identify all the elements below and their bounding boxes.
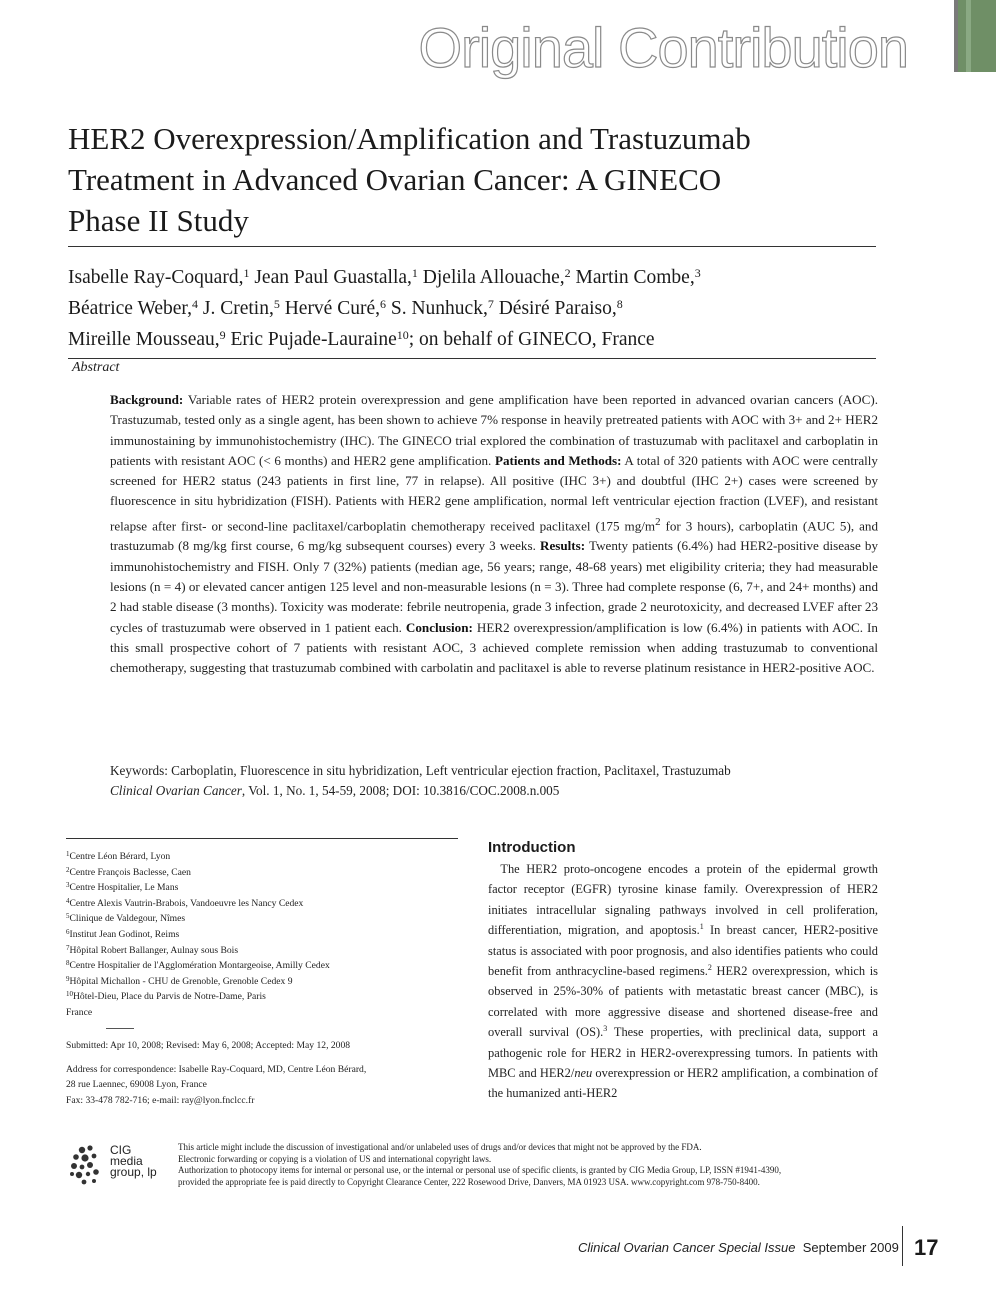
header-band-green <box>958 0 996 72</box>
footer-date: September 2009 <box>802 1240 899 1255</box>
citation-text: , Vol. 1, No. 1, 54-59, 2008; DOI: 10.3816/COC.2008.n.005 <box>241 783 560 798</box>
reference-marker: 3 <box>603 1024 608 1034</box>
journal-name: Clinical Ovarian Cancer <box>110 783 242 798</box>
correspondence-line: Address for correspondence: Isabelle Ray-Coquard, MD, Centre Léon Bérard, <box>66 1063 367 1075</box>
author-affiliation: 7 <box>487 297 494 311</box>
correspondence-line: 28 rue Laennec, 69008 Lyon, France <box>66 1079 207 1091</box>
methods-label: Patients and Methods: <box>494 452 622 468</box>
reference-marker: 2 <box>707 963 712 973</box>
footnote-separator <box>66 1021 466 1037</box>
section-header: Original Contribution <box>418 16 908 79</box>
author-line <box>68 293 878 324</box>
author-name: Hervé Curé, <box>284 298 380 319</box>
keywords-label: Keywords: <box>110 763 168 778</box>
affiliation-item: $^{10}$Hôtel-Dieu, Place du Parvis de Notre-Dame, Paris <box>66 990 266 1003</box>
reference-marker: 1 <box>699 922 704 932</box>
author-affiliation: 8 <box>616 297 623 311</box>
title-line: Treatment in Advanced Ovarian Cancer: A GINECO <box>68 162 722 197</box>
author-affiliation: 3 <box>694 266 701 280</box>
submission-dates: Submitted: Apr 10, 2008; Revised: May 6, 2008; Accepted: May 12, 2008 <box>66 1040 351 1052</box>
author-name: Eric Pujade-Lauraine <box>230 329 397 350</box>
author-affiliation: 10 <box>396 328 409 342</box>
author-group: ; on behalf of GINECO, France <box>408 329 655 350</box>
footnote-divider <box>66 838 458 839</box>
author-name: Mireille Mousseau, <box>68 329 220 350</box>
affiliation-item: $^6$Institut Jean Godinot, Reims <box>66 927 180 940</box>
abstract-body <box>110 390 878 679</box>
keywords-line <box>110 761 880 781</box>
title-line: Phase II Study <box>68 203 249 238</box>
affiliation-item: $^7$Hôpital Robert Ballanger, Aulnay sous Bois <box>66 943 239 956</box>
citation-line <box>110 781 880 801</box>
methods-text: A total of 320 patients with AOC were centrally screened for HER2 status (243 patients in first line, 77 in relapse). All positive (IHC 3+) and doubtful (IHC 2+) cases were screened by fluorescence in situ hybridization (FISH). Patients with HER2 gene amplification, normal left ventricular ejection fraction (LVEF), and resistant relapse after first- or second-line paclitaxel/carboplatin chemotherapy received paclitaxel (175 mg/m <box>110 452 878 534</box>
author-line <box>68 324 878 355</box>
correspondence-line: Fax: 33-478 782-716; e-mail: ray@lyon.fnclcc.fr <box>66 1094 255 1106</box>
publisher-name: CIG media group, lp <box>110 1143 157 1179</box>
results-text: Twenty patients (6.4%) had HER2-positive disease by immunohistochemistry and FISH. Only 7 (32%) patients (median age, 56 years; range, 48-68 years) met eligibility criteria; they had measurable lesions (n = 4) or elevated cancer antigen 125 level and non-measurable lesions (n = 3). Three had complete response (6, 7+, and 24+ months) and 2 had stable disease (3 months). Toxicity was moderate: febrile neutropenia, grade 3 infection, grade 2 neurotoxicity, and decreased LVEF after 23 cycles of trastuzumab were observed in 1 patient each. <box>110 538 878 635</box>
affiliation-country: France <box>66 1006 93 1018</box>
running-footer <box>578 1240 899 1255</box>
author-name: S. Nunhuck, <box>390 298 488 319</box>
author-affiliation: 4 <box>191 297 198 311</box>
author-affiliation: 2 <box>564 266 571 280</box>
keywords-block <box>110 761 880 801</box>
conclusion-text: HER2 overexpression/amplification is low (6.4%) in patients with AOC. In this small prospective cohort of 7 patients with resistant AOC, 3 achieved complete remission when adding trastuzumab to conventional chemotherapy, suggesting that trastuzumab combined with carbolatin and paclitaxel is able to reverse platinum resistance in HER2-positive AOC. <box>110 619 878 676</box>
article-title <box>68 118 878 241</box>
author-name: J. Cretin, <box>202 298 274 319</box>
affiliation-item: $^4$Centre Alexis Vautrin-Brabois, Vandoeuvre les Nancy Cedex <box>66 896 304 909</box>
title-divider <box>68 246 876 247</box>
copyright-disclaimer: This article might include the discussion of investigational and/or unlabeled uses of drugs and/or devices that might not be approved by the FDA. Electronic forwarding or copying is a violation of US and international copyright laws. Authorization to photocopy items for internal or personal use, or the internal or personal use of specific clients, is granted by CIG Media Group, LP, ISSN #1941-4390, provided the appropriate fee is paid directly to Copyright Clearance Center, 222 Rosewood Drive, Danvers, MA 01923 USA. www.copyright.com 978-750-8400. <box>178 1142 782 1187</box>
affiliations-footnotes <box>66 849 466 1109</box>
footer-divider <box>902 1226 903 1266</box>
author-affiliation: 1 <box>411 266 418 280</box>
results-label: Results: <box>539 538 586 554</box>
background-text: Variable rates of HER2 protein overexpression and gene amplification have been reported in advanced ovarian cancers (AOC). Trastuzumab, tested only as a single agent, has been shown to achieve 7% response in heavily pretreated patients with AOC with 3+ and 2+ HER2 immunostaining by immunohistochemistry (IHC). The GINECO trial explored the combination of trastuzumab with paclitaxel and carboplatin in patients with resistant AOC (< 6 months) and HER2 gene amplification. <box>110 392 878 468</box>
author-affiliation: 1 <box>243 266 250 280</box>
page-number: 17 <box>914 1235 939 1260</box>
footer-journal: Clinical Ovarian Cancer Special Issue <box>578 1240 796 1255</box>
author-affiliation: 6 <box>380 297 386 311</box>
affiliation-item: $^3$Centre Hospitalier, Le Mans <box>66 881 179 894</box>
affiliation-item: $^8$Centre Hospitalier de l'Agglomération Montargeoise, Amilly Cedex <box>66 959 330 972</box>
author-name: Désiré Paraiso, <box>498 298 617 319</box>
author-affiliation: 9 <box>219 328 226 342</box>
affiliation-item: $^5$Clinique de Valdegour, Nîmes <box>66 912 186 925</box>
author-name: Djelila Allouache, <box>422 267 565 288</box>
affiliation-item: $^1$Centre Léon Bérard, Lyon <box>66 850 171 862</box>
methods-superscript: 2 <box>655 515 661 528</box>
authors-divider <box>68 358 876 359</box>
methods-text: for 3 hours), carboplatin (AUC 5), and trastuzumab (8 mg/kg first course, 6 mg/kg subsequent courses) every 3 weeks. <box>110 518 878 554</box>
background-label: Background: <box>110 392 184 407</box>
author-line <box>68 262 878 293</box>
author-name: Jean Paul Guastalla, <box>254 267 412 288</box>
affiliation-item: $^2$Centre François Baclesse, Caen <box>66 865 191 878</box>
author-list <box>68 262 878 355</box>
title-line: HER2 Overexpression/Amplification and Trastuzumab <box>68 121 751 156</box>
author-affiliation: 5 <box>273 297 280 311</box>
introduction-body: The HER2 proto-oncogene encodes a protein of the epidermal growth factor receptor (EGFR) tyrosine kinase family. Overexpression of HER2 initiates intracellular signaling pathways involved in cell proliferation, differentiation, migration, and apoptosis.$^1$ In breast cancer, HER2-positive status is associated with poor prognosis, and also identifies patients who could benefit from anthracycline-based regimens.$^2$ HER2 overexpression, which is observed in 25%-30% of patients with metastatic breast cancer (MBC), is correlated with more aggressive disease and shortened disease-free and overall survival (OS).$^3$ These properties, with preclinical data, support a pathogenic role for HER2 in HER2-overexpressing tumors. In patients with MBC and HER2/neu overexpression or HER2 amplification, a combination of the humanized anti-HER2 <box>488 862 878 1101</box>
conclusion-label: Conclusion: <box>405 619 473 635</box>
abstract-label: Abstract <box>72 360 120 375</box>
author-name: Béatrice Weber, <box>68 298 192 319</box>
keywords-text: Carboplatin, Fluorescence in situ hybridization, Left ventricular ejection fraction, Paclitaxel, Trastuzumab <box>171 763 731 778</box>
introduction-heading: Introduction <box>488 839 576 856</box>
author-name: Martin Combe, <box>575 267 695 288</box>
affiliation-item: $^9$Hôpital Michallon - CHU de Grenoble, Grenoble Cedex 9 <box>66 974 293 987</box>
author-name: Isabelle Ray-Coquard, <box>68 267 244 288</box>
